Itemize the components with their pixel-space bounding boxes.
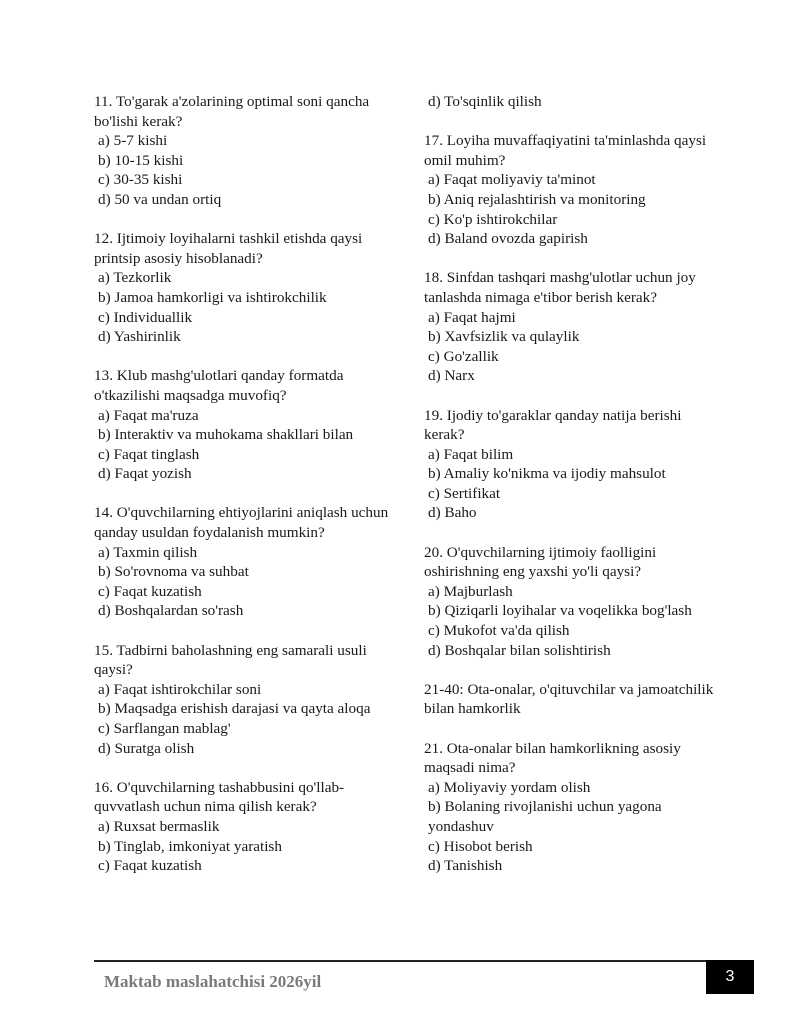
option-c: c) Faqat tinglash [98,445,200,463]
question-17 [424,131,724,249]
option-b: b) Xavfsizlik va qulaylik [428,328,580,346]
option-d: d) Tanishish [428,857,503,875]
left-column [94,92,394,895]
option-a: a) 5-7 kishi [98,132,168,150]
option-d: d) Baland ovozda gapirish [428,230,588,248]
page-number: 3 [706,960,754,994]
option-a: a) Faqat ishtirokchilar soni [98,680,262,698]
option-b: b) Jamoa hamkorligi va ishtirokchilik [98,288,327,306]
question-21 [424,739,724,876]
question-14 [94,503,394,621]
question-stem: 20. O'quvchilarning ijtimoiy faolligini oshirishning eng yaxshi yo'li qaysi? [424,543,657,581]
question-18 [424,268,724,386]
option-d: d) Faqat yozish [98,465,192,483]
option-b: b) Amaliy ko'nikma va ijodiy mahsulot [428,465,666,483]
option-b: b) Qiziqarli loyihalar va voqelikka bog'lash [428,602,692,620]
question-20 [424,543,724,661]
question-stem: 13. Klub mashg'ulotlari qanday formatda o'tkazilishi maqsadga muvofiq? [94,367,344,404]
question-16-continuation [424,92,724,112]
question-16 [94,778,394,876]
section-heading: 21-40: Ota-onalar, o'qituvchilar va jamoatchilik bilan hamkorlik [424,680,714,718]
option-a: a) Faqat bilim [428,445,514,463]
option-c: c) Ko'p ishtirokchilar [428,210,558,228]
question-12 [94,229,394,347]
option-c: c) Faqat kuzatish [98,857,202,875]
option-a: a) Tezkorlik [98,269,172,287]
question-stem: 19. Ijodiy to'garaklar qanday natija berishi kerak? [424,406,682,444]
question-19 [424,406,724,524]
option-a: a) Faqat moliyaviy ta'minot [428,171,596,189]
option-d: d) Yashirinlik [98,328,181,346]
option-c: c) Mukofot va'da qilish [428,622,570,640]
option-c: c) Individuallik [98,308,193,326]
option-c: c) Sertifikat [428,484,501,502]
option-c: c) 30-35 kishi [98,171,183,189]
right-column [424,92,724,895]
option-d: d) Narx [428,367,475,385]
option-d: d) Baho [428,504,477,522]
option-d: d) To'sqinlik qilish [428,93,542,110]
question-11 [94,92,394,210]
question-stem: 15. Tadbirni baholashning eng samarali usuli qaysi? [94,641,367,679]
option-c: c) Hisobot berish [428,837,533,855]
option-d: d) Boshqalardan so'rash [98,602,244,620]
question-stem: 18. Sinfdan tashqari mashg'ulotlar uchun joy tanlashda nimaga e'tibor berish kerak? [424,269,696,306]
option-d: d) Boshqalar bilan solishtirish [428,641,611,659]
question-stem: 21. Ota-onalar bilan hamkorlikning asosiy maqsadi nima? [424,739,681,777]
question-15 [94,641,394,759]
footer-divider [94,960,754,962]
option-c: c) Sarflangan mablag' [98,720,231,737]
option-d: d) 50 va undan ortiq [98,190,222,208]
question-stem: 14. O'quvchilarning ehtiyojlarini aniqlash uchun qanday usuldan foydalanish mumkin? [94,504,389,542]
question-stem: 12. Ijtimoiy loyihalarni tashkil etishda qaysi printsip asosiy hisoblanadi? [94,230,363,267]
option-c: c) Faqat kuzatish [98,582,202,600]
option-a: a) Ruxsat bermaslik [98,817,220,835]
option-c: c) Go'zallik [428,347,499,365]
option-d: d) Suratga olish [98,739,195,757]
question-stem: 16. O'quvchilarning tashabbusini qo'llab-quvvatlash uchun nima qilish kerak? [94,778,345,816]
option-b: b) 10-15 kishi [98,151,184,169]
option-a: a) Majburlash [428,582,513,600]
option-b: b) So'rovnoma va suhbat [98,563,249,581]
option-b: b) Aniq rejalashtirish va monitoring [428,190,646,208]
question-13 [94,366,394,484]
option-a: a) Faqat ma'ruza [98,406,199,424]
option-a: a) Faqat hajmi [428,308,516,326]
question-stem: 11. To'garak a'zolarining optimal soni qancha bo'lishi kerak? [94,93,370,130]
option-a: a) Moliyaviy yordam olish [428,778,591,796]
option-b: b) Interaktiv va muhokama shakllari bilan [98,426,354,444]
option-b: b) Bolaning rivojlanishi uchun yagona yondashuv [428,798,662,835]
question-stem: 17. Loyiha muvaffaqiyatini ta'minlashda qaysi omil muhim? [424,132,707,169]
option-a: a) Taxmin qilish [98,543,198,561]
option-b: b) Maqsadga erishish darajasi va qayta aloqa [98,700,371,718]
option-b: b) Tinglab, imkoniyat yaratish [98,837,282,855]
footer-title: Maktab maslahatchisi 2026yil [104,972,322,991]
